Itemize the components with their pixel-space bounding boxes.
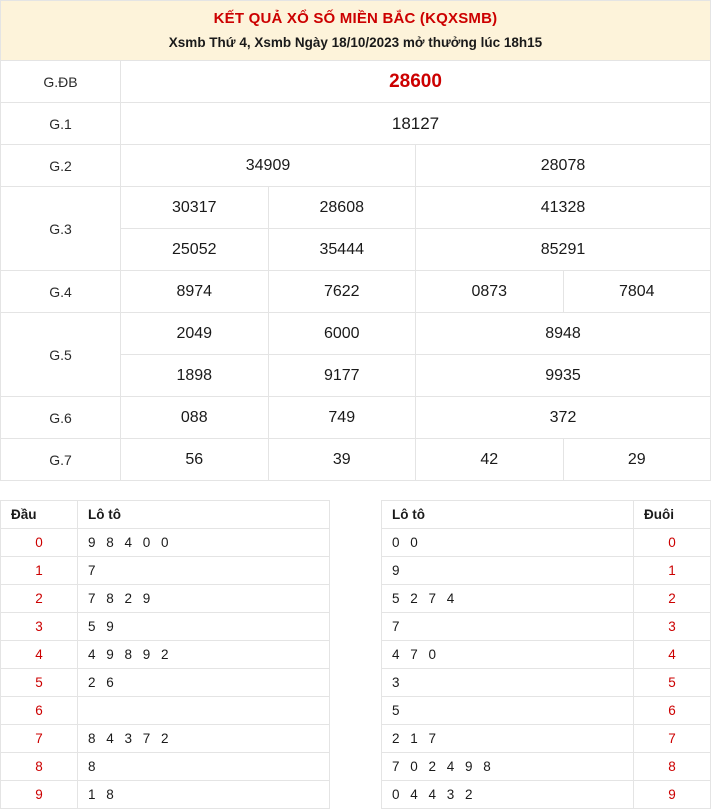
table-row — [1, 613, 330, 641]
table-row — [1, 103, 711, 145]
prize-value: 2049 — [121, 313, 269, 355]
table-row — [382, 613, 711, 641]
dau-loto: 8 4 3 7 2 — [78, 725, 330, 753]
duoi-key: 0 — [634, 529, 711, 557]
table-row — [1, 697, 330, 725]
table-row — [382, 557, 711, 585]
dau-loto: 5 9 — [78, 613, 330, 641]
prize-value: 85291 — [416, 229, 711, 271]
dau-key: 2 — [1, 585, 78, 613]
prize-value: 9177 — [268, 355, 416, 397]
duoi-key: 3 — [634, 613, 711, 641]
dau-column-header: Đầu — [1, 501, 78, 529]
table-row — [1, 397, 711, 439]
loto-summary-section — [0, 500, 711, 809]
prize-value: 56 — [121, 439, 269, 481]
dau-loto: 7 — [78, 557, 330, 585]
dau-key: 8 — [1, 753, 78, 781]
prize-label: G.5 — [1, 313, 121, 397]
table-row — [382, 697, 711, 725]
dau-loto — [78, 697, 330, 725]
loto-column-header: Lô tô — [382, 501, 634, 529]
dau-key: 7 — [1, 725, 78, 753]
prize-label: G.3 — [1, 187, 121, 271]
page-title: KẾT QUẢ XỔ SỐ MIỀN BẮC (KQXSMB) — [213, 10, 498, 27]
prize-value: 1898 — [121, 355, 269, 397]
dau-loto: 4 9 8 9 2 — [78, 641, 330, 669]
results-table — [0, 60, 711, 481]
loto-column-header: Lô tô — [78, 501, 330, 529]
prize-value: 25052 — [121, 229, 269, 271]
prize-value: 28600 — [121, 61, 711, 103]
dau-key: 4 — [1, 641, 78, 669]
prize-value: 39 — [268, 439, 416, 481]
prize-value: 34909 — [121, 145, 416, 187]
duoi-key: 7 — [634, 725, 711, 753]
duoi-key: 9 — [634, 781, 711, 809]
dau-loto: 8 — [78, 753, 330, 781]
prize-value: 7804 — [563, 271, 711, 313]
duoi-key: 4 — [634, 641, 711, 669]
table-row — [1, 187, 711, 229]
prize-value: 41328 — [416, 187, 711, 229]
prize-label: G.ĐB — [1, 61, 121, 103]
duoi-loto: 2 1 7 — [382, 725, 634, 753]
prize-value: 088 — [121, 397, 269, 439]
prize-value: 7622 — [268, 271, 416, 313]
page-subtitle: Xsmb Thứ 4, Xsmb Ngày 18/10/2023 mở thưởng lúc 18h15 — [168, 35, 543, 50]
prize-value: 29 — [563, 439, 711, 481]
duoi-loto: 3 — [382, 669, 634, 697]
table-row — [1, 529, 330, 557]
dau-key: 6 — [1, 697, 78, 725]
duoi-key: 8 — [634, 753, 711, 781]
dau-loto: 7 8 2 9 — [78, 585, 330, 613]
table-row — [1, 725, 330, 753]
table-row — [382, 725, 711, 753]
prize-value: 8974 — [121, 271, 269, 313]
table-row — [1, 145, 711, 187]
dau-loto: 2 6 — [78, 669, 330, 697]
prize-label: G.2 — [1, 145, 121, 187]
duoi-loto: 9 — [382, 557, 634, 585]
prize-value: 6000 — [268, 313, 416, 355]
duoi-loto: 5 — [382, 697, 634, 725]
prize-value: 42 — [416, 439, 564, 481]
dau-loto: 9 8 4 0 0 — [78, 529, 330, 557]
duoi-table — [381, 500, 711, 809]
table-row — [1, 641, 330, 669]
duoi-key: 6 — [634, 697, 711, 725]
table-row — [1, 585, 330, 613]
table-header-row — [382, 501, 711, 529]
duoi-loto: 0 0 — [382, 529, 634, 557]
prize-value: 9935 — [416, 355, 711, 397]
prize-label: G.7 — [1, 439, 121, 481]
prize-value: 8948 — [416, 313, 711, 355]
dau-key: 9 — [1, 781, 78, 809]
prize-label: G.1 — [1, 103, 121, 145]
duoi-column-header: Đuôi — [634, 501, 711, 529]
prize-label: G.4 — [1, 271, 121, 313]
table-row — [382, 781, 711, 809]
dau-loto: 1 8 — [78, 781, 330, 809]
table-row — [382, 641, 711, 669]
duoi-loto: 4 7 0 — [382, 641, 634, 669]
prize-value: 30317 — [121, 187, 269, 229]
dau-key: 1 — [1, 557, 78, 585]
prize-label: G.6 — [1, 397, 121, 439]
table-row — [1, 557, 330, 585]
table-row — [382, 529, 711, 557]
page-header — [0, 0, 711, 60]
duoi-key: 5 — [634, 669, 711, 697]
duoi-key: 2 — [634, 585, 711, 613]
table-row — [1, 753, 330, 781]
table-row — [382, 753, 711, 781]
table-row — [1, 61, 711, 103]
duoi-loto: 5 2 7 4 — [382, 585, 634, 613]
duoi-loto: 7 — [382, 613, 634, 641]
prize-value: 0873 — [416, 271, 564, 313]
table-row — [1, 313, 711, 355]
prize-value: 28078 — [416, 145, 711, 187]
duoi-loto: 0 4 4 3 2 — [382, 781, 634, 809]
table-row — [382, 585, 711, 613]
prize-value: 18127 — [121, 103, 711, 145]
table-row — [1, 271, 711, 313]
table-row — [1, 781, 330, 809]
prize-value: 35444 — [268, 229, 416, 271]
table-row — [1, 669, 330, 697]
dau-key: 3 — [1, 613, 78, 641]
duoi-loto: 7 0 2 4 9 8 — [382, 753, 634, 781]
table-header-row — [1, 501, 330, 529]
table-row — [1, 439, 711, 481]
duoi-key: 1 — [634, 557, 711, 585]
prize-value: 372 — [416, 397, 711, 439]
prize-value: 749 — [268, 397, 416, 439]
prize-value: 28608 — [268, 187, 416, 229]
dau-table — [0, 500, 330, 809]
table-row — [382, 669, 711, 697]
dau-key: 0 — [1, 529, 78, 557]
dau-key: 5 — [1, 669, 78, 697]
